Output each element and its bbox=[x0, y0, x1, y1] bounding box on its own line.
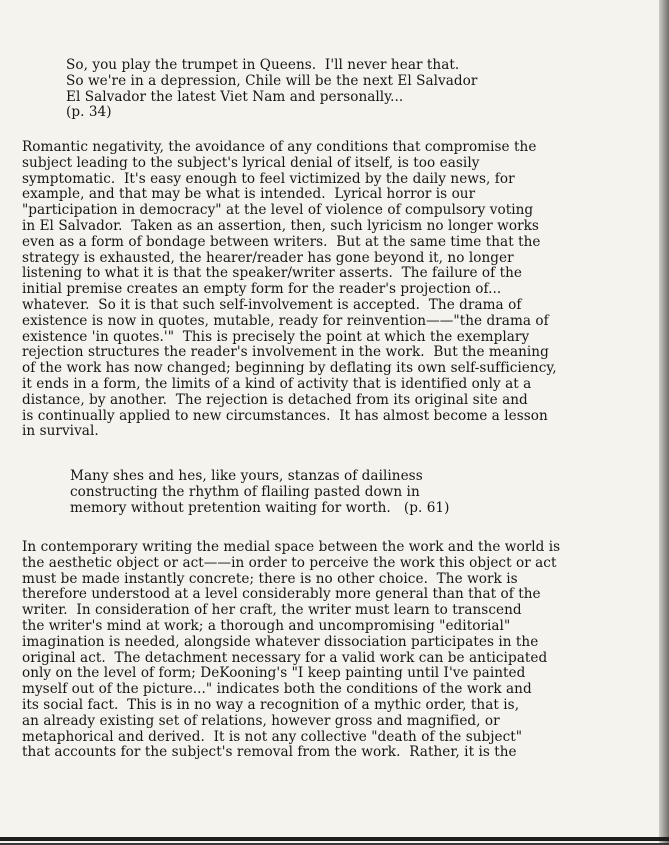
text-line: existence is now in quotes, mutable, ready for reinvention——"the drama of bbox=[22, 312, 549, 329]
text-line: rejection structures the reader's involvement in the work. But the meaning bbox=[22, 344, 549, 361]
text-line: memory without pretention waiting for worth. (p. 61) bbox=[70, 499, 450, 516]
text-line: it ends in a form, the limits of a kind of activity that is identified only at a bbox=[22, 375, 532, 392]
text-line: of the work has now changed; beginning by deflating its own self-sufficiency, bbox=[22, 360, 557, 377]
text-line: strategy is exhausted, the hearer/reader has gone beyond it, no longer bbox=[22, 249, 514, 266]
bottom-rule bbox=[0, 837, 669, 841]
text-line: its social fact. This is in no way a recognition of a mythic order, that is, bbox=[22, 696, 520, 713]
text-line: constructing the rhythm of flailing pasted down in bbox=[70, 483, 420, 500]
text-line: therefore understood at a level considerably more general than that of the bbox=[22, 586, 541, 603]
text-line: So we're in a depression, Chile will be the next El Salvador bbox=[66, 72, 478, 89]
text-line: distance, by another. The rejection is detached from its original site and bbox=[22, 391, 528, 408]
text-line: El Salvador the latest Viet Nam and personally... bbox=[66, 88, 404, 105]
text-line: in survival. bbox=[22, 423, 99, 440]
text-line: in El Salvador. Taken as an assertion, then, such lyricism no longer works bbox=[22, 217, 539, 234]
text-line: original act. The detachment necessary for a valid work can be anticipated bbox=[22, 649, 548, 666]
text-line: whatever. So it is that such self-involvement is accepted. The drama of bbox=[22, 296, 522, 313]
text-line: existence 'in quotes.'" This is precisely the point at which the exemplary bbox=[22, 328, 530, 345]
page-edge-shadow bbox=[659, 0, 669, 845]
text-line: the writer's mind at work; a thorough and uncompromising "editorial" bbox=[22, 617, 511, 634]
text-line: Many shes and hes, like yours, stanzas of dailiness bbox=[70, 468, 423, 484]
text-line: imagination is needed, alongside whatever dissociation participates in the bbox=[22, 633, 539, 650]
text-line: even as a form of bondage between writers. But at the same time that the bbox=[22, 233, 541, 250]
block-quote-2 bbox=[70, 469, 450, 516]
paragraph-2 bbox=[22, 540, 560, 761]
text-line: the aesthetic object or act——in order to perceive the work this object or act bbox=[22, 554, 557, 571]
text-line: metaphorical and derived. It is not any collective "death of the subject" bbox=[22, 728, 523, 745]
text-line: So, you play the trumpet in Queens. I'll never hear that. bbox=[66, 57, 460, 73]
text-line: In contemporary writing the medial space between the work and the world is bbox=[22, 539, 561, 555]
text-line: myself out of the picture..." indicates both the conditions of the work and bbox=[22, 681, 532, 698]
text-line: example, and that may be what is intended. Lyrical horror is our bbox=[22, 186, 476, 203]
text-line: initial premise creates an empty form for the reader's projection of... bbox=[22, 281, 502, 298]
paragraph-1 bbox=[22, 140, 557, 440]
text-line: an already existing set of relations, however gross and magnified, or bbox=[22, 712, 500, 729]
block-quote-1 bbox=[66, 58, 477, 121]
text-line: (p. 34) bbox=[66, 104, 112, 121]
text-line: that accounts for the subject's removal from the work. Rather, it is the bbox=[22, 744, 517, 761]
text-line: symptomatic. It's easy enough to feel victimized by the daily news, for bbox=[22, 170, 515, 187]
text-line: writer. In consideration of her craft, the writer must learn to transcend bbox=[22, 602, 522, 619]
text-line: "participation in democracy" at the level of violence of compulsory voting bbox=[22, 202, 534, 219]
text-line: subject leading to the subject's lyrical denial of itself, is too easily bbox=[22, 154, 480, 171]
text-line: is continually applied to new circumstances. It has almost become a lesson bbox=[22, 407, 548, 424]
text-line: must be made instantly concrete; there is no other choice. The work is bbox=[22, 570, 518, 587]
text-line: Romantic negativity, the avoidance of any conditions that compromise the bbox=[22, 139, 537, 155]
text-line: only on the level of form; DeKooning's "I keep painting until I've painted bbox=[22, 665, 526, 682]
text-line: listening to what it is that the speaker/writer asserts. The failure of the bbox=[22, 265, 523, 282]
